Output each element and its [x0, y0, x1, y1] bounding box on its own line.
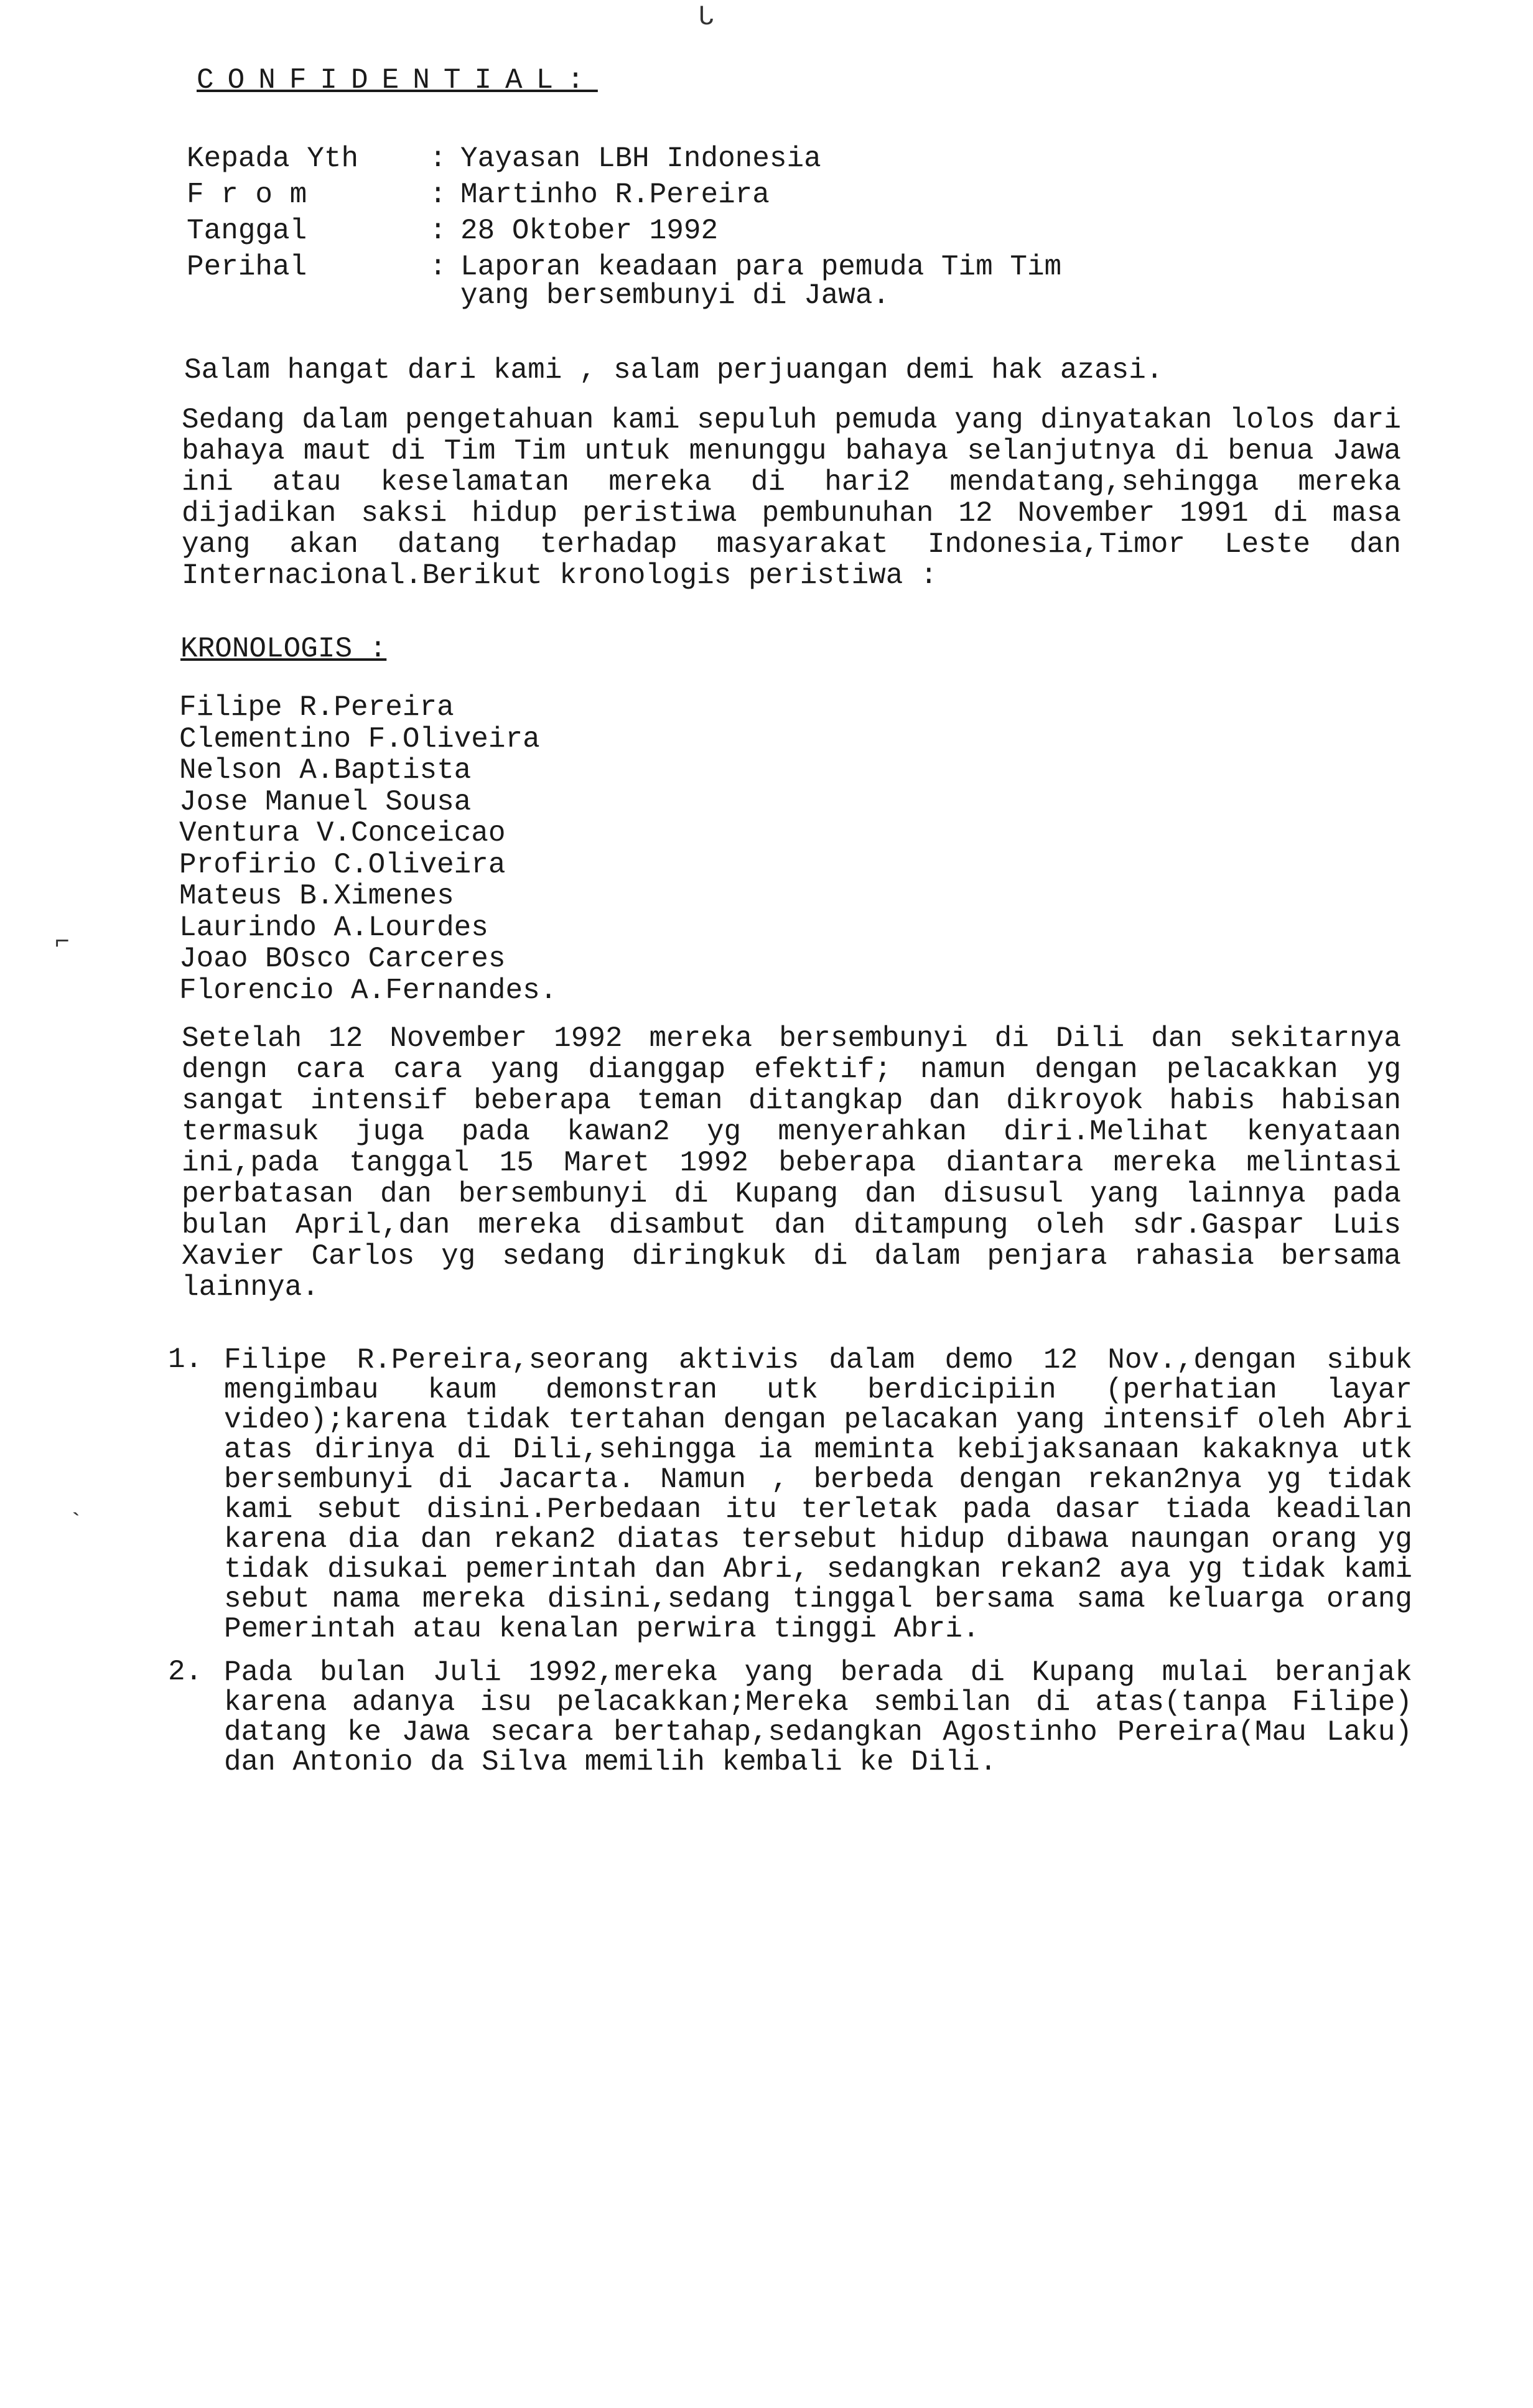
- list-item: Joao BOsco Carceres: [179, 943, 506, 975]
- item-text: Pada bulan Juli 1992,mereka yang berada di Kupang mulai beranjak karena adanya isu pelacakkan;Mereka sembilan di atas(tanpa Filipe) datang ke Jawa secara bertahap,sedangkan Agostinho Pereira(Mau Laku) dan Antonio da Silva memilih kembali ke Dili.: [224, 1656, 1412, 1778]
- list-item: Profirio C.Oliveira: [179, 848, 506, 881]
- handwritten-mark: ᒐ: [698, 4, 714, 32]
- item-number: 1.: [168, 1343, 203, 1376]
- header-colon: :: [429, 179, 447, 211]
- list-item: Nelson A.Baptista: [179, 754, 472, 786]
- item-text: Filipe R.Pereira,seorang aktivis dalam demo 12 Nov.,dengan sibuk mengimbau kaum demonstran utk berdicipiin (perhatian layar video);karena tidak tertahan dengan pelacakan yang intensif oleh Abri atas dirinya di Dili,sehingga ia meminta kebijaksanaan kakaknya utk bersembunyi di Jacarta. Namun , berbeda dengan rekan2nya yg tidak kami sebut disini.Perbedaan itu terletak pada dasar tiada keadilan karena dia dan rekan2 diatas tersebut hidup dibawa naungan orang yg tidak disukai pemerintah dan Abri, sedangkan rekan2 aya yg tidak kami sebut nama mereka disini,sedang tinggal bersama sama keluarga orang Pemerintah atau kenalan perwira tinggi Abri.: [224, 1344, 1412, 1645]
- kronologis-heading: KRONOLOGIS :: [180, 633, 387, 665]
- list-item: Clementino F.Oliveira: [179, 722, 540, 755]
- names-list: [179, 693, 557, 1007]
- header-colon: :: [429, 251, 447, 283]
- margin-mark: `: [68, 1510, 84, 1538]
- header-label: F r o m: [187, 179, 307, 211]
- item-number: 2.: [168, 1656, 203, 1688]
- header-value: 28 Oktober 1992: [460, 215, 719, 247]
- list-item: Laurindo A.Lourdes: [179, 911, 488, 944]
- header-value: Martinho R.Pereira: [460, 179, 770, 211]
- header-label: Kepada Yth: [187, 142, 359, 175]
- numbered-item: [168, 1658, 1412, 1777]
- list-item: Filipe R.Pereira: [179, 691, 454, 724]
- header-row-from: [187, 180, 1307, 217]
- margin-mark: ⌐: [55, 929, 70, 957]
- list-item: Jose Manuel Sousa: [179, 785, 472, 818]
- header-value: Yayasan LBH Indonesia: [460, 142, 821, 175]
- intro-paragraph: Sedang dalam pengetahuan kami sepuluh pemuda yang dinyatakan lolos dari bahaya maut di Tim Tim untuk menunggu bahaya selanjutnya di benua Jawa ini atau keselamatan mereka di hari2 mendatang,sehingga mereka dijadikan saksi hidup peristiwa pembunuhan 12 November 1991 di masa yang akan datang terhadap masyarakat Indonesia,Timor Leste dan Internacional.Berikut kronologis peristiwa :: [182, 404, 1401, 592]
- list-item: Mateus B.Ximenes: [179, 880, 454, 912]
- header-label: Tanggal: [187, 215, 307, 247]
- list-item: Ventura V.Conceicao: [179, 817, 506, 849]
- header-label: Perihal: [187, 251, 307, 283]
- numbered-item: [168, 1345, 1412, 1644]
- header-colon: :: [429, 215, 447, 247]
- confidential-title: CONFIDENTIAL:: [197, 64, 598, 96]
- header-value: Laporan keadaan para pemuda Tim Tim yang bersembunyi di Jawa.: [460, 251, 1062, 312]
- memo-header: [187, 144, 1307, 310]
- list-item: Florencio A.Fernandes.: [179, 974, 557, 1007]
- greeting: Salam hangat dari kami , salam perjuangan demi hak azasi.: [184, 354, 1163, 386]
- numbered-list: [168, 1345, 1412, 1791]
- chronology-paragraph: Setelah 12 November 1992 mereka bersembunyi di Dili dan sekitarnya dengn cara cara yang dianggap efektif; namun dengan pelacakkan yg sangat intensif beberapa teman ditangkap dan dikroyok habis habisan termasuk juga pada kawan2 yg menyerahkan diri.Melihat kenyataan ini,pada tanggal 15 Maret 1992 beberapa diantara mereka melintasi perbatasan dan bersembunyi di Kupang dan disusul yang lainnya pada bulan April,dan mereka disambut dan ditampung oleh sdr.Gaspar Luis Xavier Carlos yg sedang diringkuk di dalam penjara rahasia bersama lainnya.: [182, 1022, 1401, 1304]
- header-row-recipient: [187, 144, 1307, 180]
- header-row-date: [187, 217, 1307, 253]
- header-row-subject: [187, 253, 1307, 310]
- header-colon: :: [429, 142, 447, 175]
